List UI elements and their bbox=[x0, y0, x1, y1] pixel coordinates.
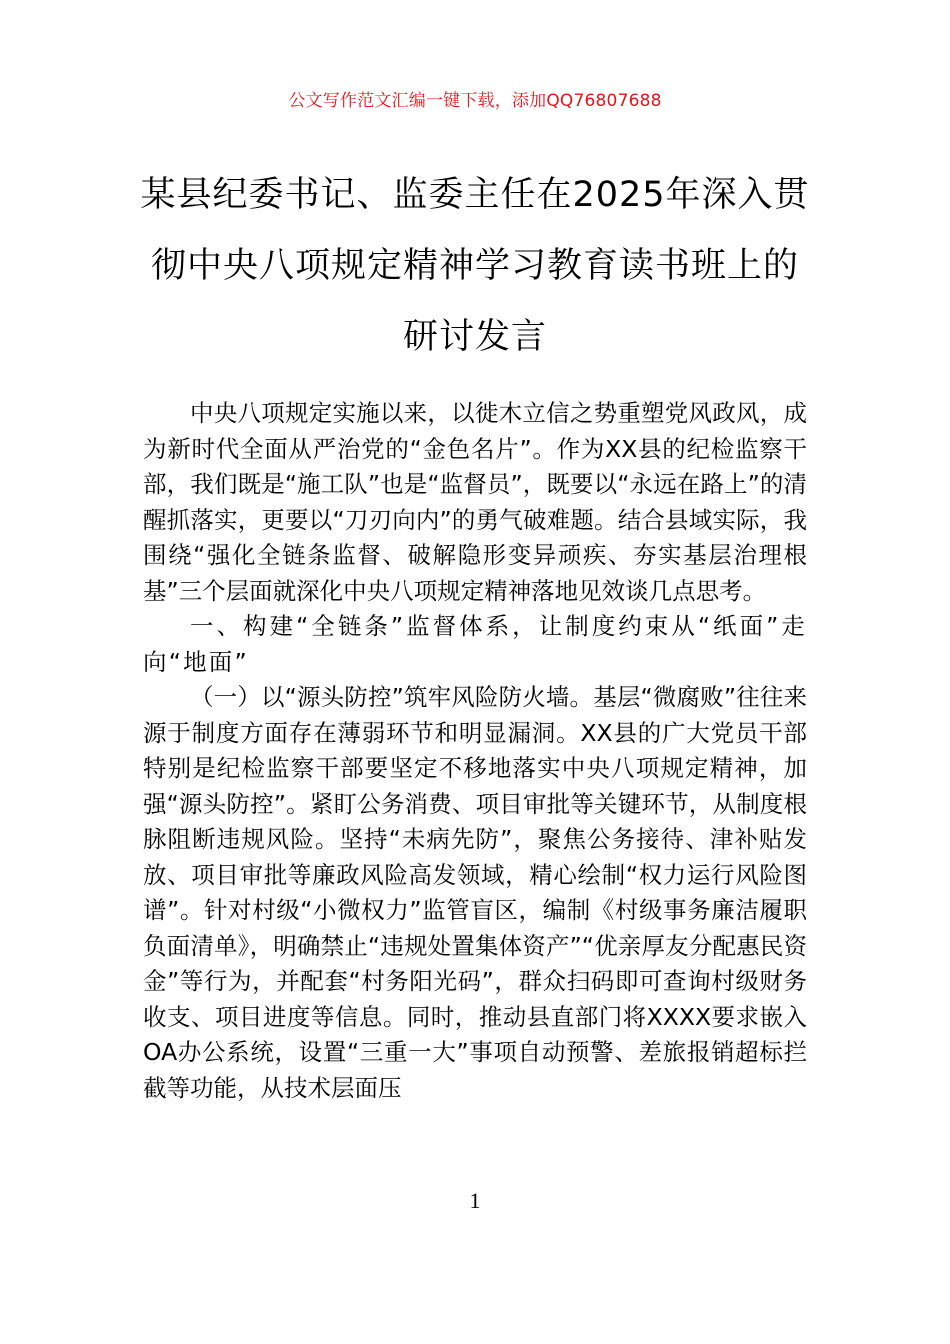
page-number: 1 bbox=[469, 1188, 481, 1213]
document-body bbox=[143, 396, 807, 1106]
document-title: 某县纪委书记、监委主任在2025年深入贯彻中央八项规定精神学习教育读书班上的研讨发言 bbox=[140, 175, 810, 357]
subsection-paragraph: （一）以“源头防控”筑牢风险防火墙。基层“微腐败”往往来源于制度方面存在薄弱环节和明显漏洞。XX县的广大党员干部特别是纪检监察干部要坚定不移地落实中央八项规定精神，加强“源头防控”。紧盯公务消费、项目审批等关键环节，从制度根脉阻断违规风险。坚持“未病先防”，聚焦公务接待、津补贴发放、项目审批等廉政风险高发领域，精心绘制“权力运行风险图谱”。针对村级“小微权力”监管盲区，编制《村级事务廉洁履职负面清单》，明确禁止“违规处置集体资产”“优亲厚友分配惠民资金”等行为，并配套“村务阳光码”，群众扫码即可查询村级财务收支、项目进度等信息。同时，推动县直部门将XXXX要求嵌入OA办公系统，设置“三重一大”事项自动预警、差旅报销超标拦截等功能，从技术层面压 bbox=[143, 683, 807, 1102]
header-ad-text: 公文写作范文汇编一键下载，添加QQ76807688 bbox=[288, 91, 662, 111]
intro-paragraph: 中央八项规定实施以来，以徙木立信之势重塑党风政风，成为新时代全面从严治党的“金色名片”。作为XX县的纪检监察干部，我们既是“施工队”也是“监督员”，既要以“永远在路上”的清醒抓落实，更要以“刀刃向内”的勇气破难题。结合县域实际，我围绕“强化全链条监督、破解隐形变异顽疾、夯实基层治理根基”三个层面就深化中央八项规定精神落地见效谈几点思考。 bbox=[143, 399, 807, 605]
section-heading: 一、构建“全链条”监督体系，让制度约束从“纸面”走向“地面” bbox=[143, 612, 807, 676]
